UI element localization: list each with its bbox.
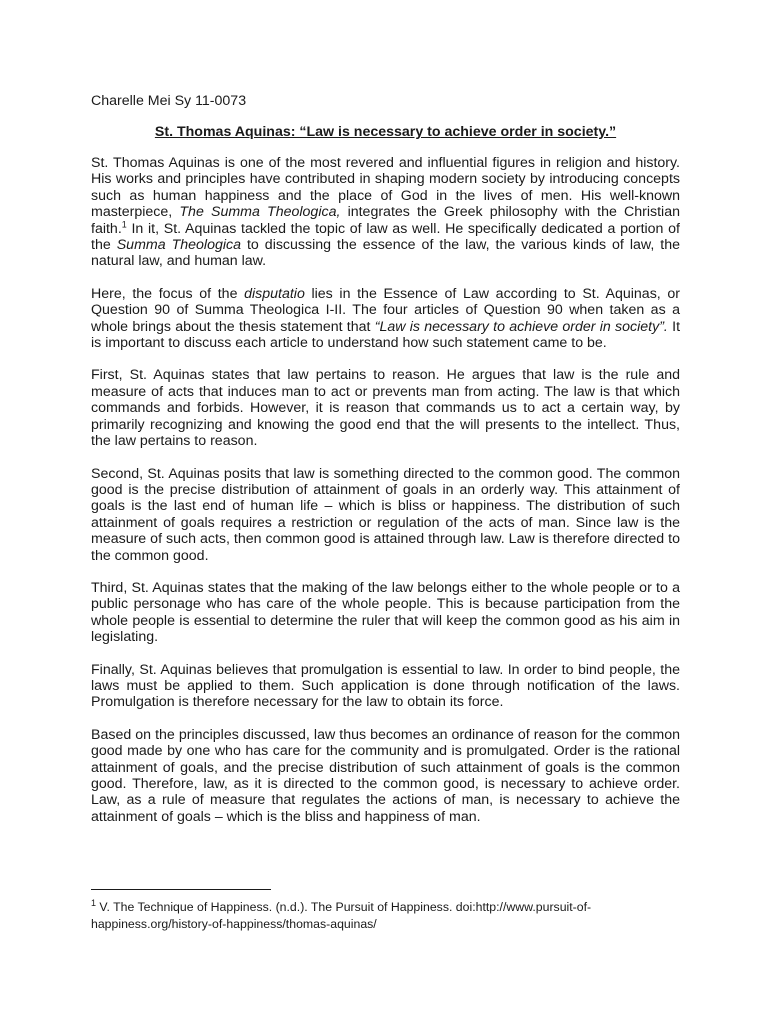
footnote-number: 1 (91, 897, 97, 908)
author-line: Charelle Mei Sy 11-0073 (91, 93, 247, 109)
document-title: St. Thomas Aquinas: “Law is necessary to achieve order in society.” (154, 124, 617, 140)
paragraph-conclusion: Based on the principles discussed, law thus becomes an ordinance of reason for the common good made by one who has care for the community and is promulgated. Order is the rational attainment of goals, and the precise distribution of such attainment of goals is the common good. Therefore, law, as it is directed to the common good, is necessary to achieve order. Law, as a rule of measure that regulates the actions of man, is necessary to achieve the attainment of goals – which is the bliss and happiness of man. (91, 726, 680, 825)
paragraph-second: Second, St. Aquinas posits that law is something directed to the common good. The common good is the precise distribution of attainment of goals in an orderly way. This attainment of goals is the last end of human life – which is bliss or happiness. The distribution of such attainment of goals requires a restriction or regulation of the acts of man. Since law is the measure of such acts, then common good is attained through law. Law is therefore directed to the common good. (91, 465, 680, 564)
paragraph-intro (91, 155, 680, 270)
p2-italic-thesis: “Law is necessary to achieve order in society”. (374, 318, 668, 335)
p1-text-c: integrates the Greek philosophy with the Christian faith. (91, 204, 680, 237)
paragraph-finally: Finally, St. Aquinas believes that promulgation is essential to law. In order to bind people, the laws must be applied to them. Such application is done through notification of the laws. Promulgation is therefore necessary for the law to obtain its force. (91, 661, 680, 711)
footnote (91, 899, 681, 933)
footnote-ref[interactable]: 1 (121, 218, 127, 229)
p2-text-c: lies in the Essence of Law according to St. Aquinas, or Question 90 of Summa Theologica I-II. The four articles of Question 90 when taken as a whole brings about the thesis statement that (91, 285, 680, 335)
p2-text-e: It is important to discuss each article to understand how such statement came to be. (91, 318, 681, 352)
p1-italic-title: The Summa Theologica, (179, 204, 341, 221)
paragraph-focus (91, 286, 680, 352)
p1-italic-summa: Summa Theologica (116, 237, 241, 254)
footnote-divider (91, 889, 271, 890)
p2-text-a: Here, the focus of the (91, 285, 245, 302)
footnote-text: V. The Technique of Happiness. (n.d.). The Pursuit of Happiness. doi:http://www.pursuit-of-happiness.org/history-of-happiness/thomas-aquinas/ (91, 900, 592, 931)
p1-text-d: In it, St. Aquinas tackled the topic of law as well. He specifically dedicated a portion of the (91, 220, 680, 254)
p1-text-a: St. Thomas Aquinas is one of the most revered and influential figures in religion and history. His works and principles have contributed in shaping modern society by introducing concepts such as human happiness and the place of God in the lives of men. His well-known masterpiece, (91, 155, 680, 221)
p1-text-f: to discussing the essence of the law, the various kinds of law, the natural law, and human law. (91, 237, 681, 270)
paragraph-third: Third, St. Aquinas states that the making of the law belongs either to the whole people or to a public personage who has care of the whole people. This is because participation from the whole people is essential to determine the ruler that will keep the common good as his aim in legislating. (91, 579, 680, 646)
p2-italic-disputatio: disputatio (244, 285, 305, 302)
paragraph-first: First, St. Aquinas states that law pertains to reason. He argues that law is the rule and measure of acts that induces man to act or prevents man from acting. The law is that which commands and forbids. However, it is reason that commands us to act a certain way, by primarily recognizing and knowing the good end that the will presents to the intellect. Thus, the law pertains to reason. (91, 367, 680, 450)
